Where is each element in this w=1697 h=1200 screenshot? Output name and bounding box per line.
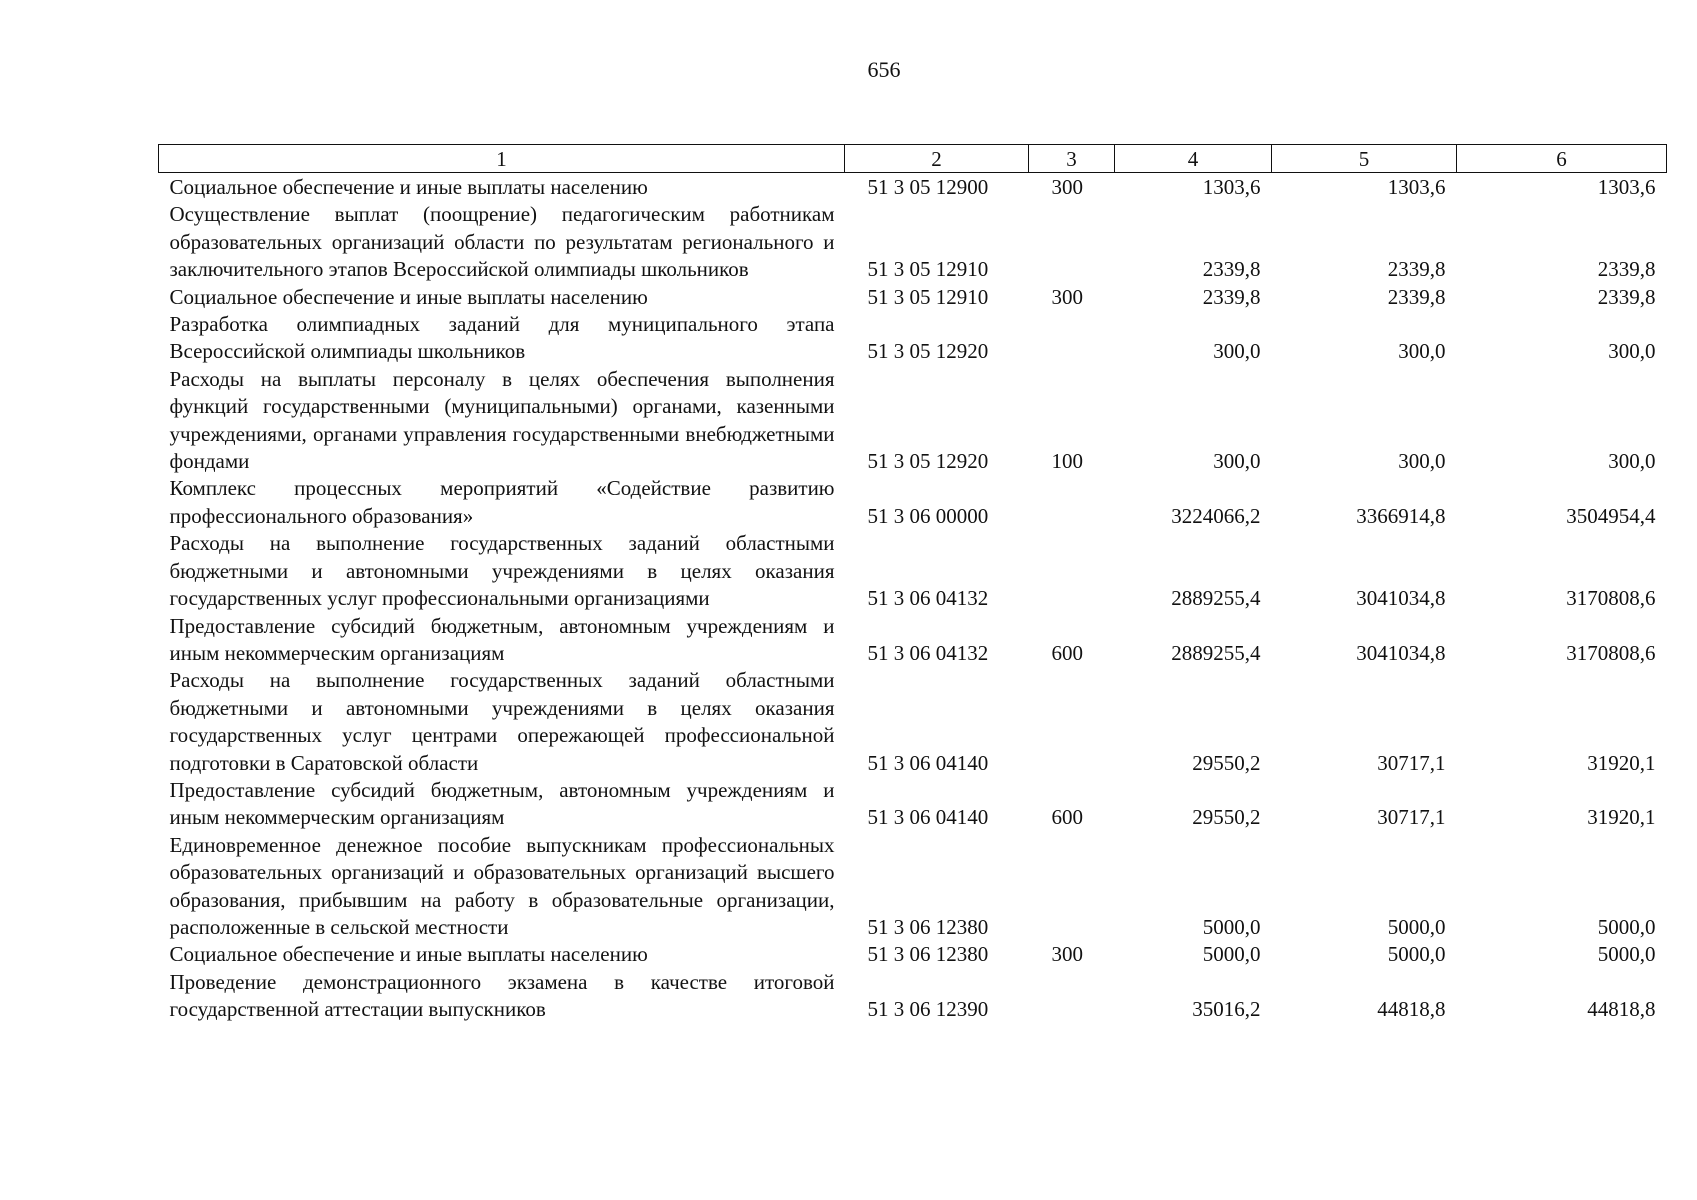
target-code: 51 3 06 04140 xyxy=(867,805,989,830)
amount-col-5: 1303,6 xyxy=(1387,175,1446,199)
item-name: Расходы на выполнение государственных заданий областными бюджетными и автономными учреждениями в целях оказания государственных услуг профессиональными организациями xyxy=(169,531,835,611)
column-header-5: 5 xyxy=(1272,145,1457,173)
expense-type xyxy=(1029,530,1115,612)
item-name: Предоставление субсидий бюджетным, автономным учреждениям и иным некоммерческим организациям xyxy=(169,777,835,830)
target-code: 51 3 06 12380 xyxy=(867,942,989,967)
amount-col-6: 1303,6 xyxy=(1597,175,1656,199)
expense-type: 100 xyxy=(1051,449,1083,474)
target-code: 51 3 06 12380 xyxy=(867,914,989,939)
amount-col-4: 300,0 xyxy=(1213,339,1261,364)
amount-col-6: 31920,1 xyxy=(1587,750,1656,775)
amount-col-4: 2339,8 xyxy=(1202,257,1261,282)
column-header-1: 1 xyxy=(159,145,845,173)
amount-col-4: 2889255,4 xyxy=(1171,640,1261,665)
expense-type xyxy=(1029,832,1115,942)
table-row xyxy=(159,475,1667,530)
amount-col-5: 300,0 xyxy=(1398,339,1446,364)
amount-col-5: 5000,0 xyxy=(1387,914,1446,939)
amount-col-5: 3041034,8 xyxy=(1356,586,1446,611)
budget-table xyxy=(158,144,1667,1024)
item-name: Предоставление субсидий бюджетным, автономным учреждениям и иным некоммерческим организациям xyxy=(169,613,835,665)
expense-type: 300 xyxy=(1051,942,1083,967)
expense-type xyxy=(1029,667,1115,777)
amount-col-5: 5000,0 xyxy=(1387,942,1446,967)
target-code: 51 3 05 12920 xyxy=(867,339,989,364)
target-code: 51 3 05 12920 xyxy=(867,449,989,474)
table-body xyxy=(159,173,1667,1024)
table-row xyxy=(159,777,1667,832)
amount-col-4: 5000,0 xyxy=(1202,942,1261,967)
amount-col-5: 2339,8 xyxy=(1387,257,1446,282)
amount-col-4: 3224066,2 xyxy=(1171,503,1261,528)
target-code: 51 3 06 04132 xyxy=(867,586,989,611)
amount-col-4: 35016,2 xyxy=(1192,997,1261,1022)
target-code: 51 3 06 12390 xyxy=(867,997,989,1022)
table-row xyxy=(159,667,1667,777)
column-header-3: 3 xyxy=(1029,145,1115,173)
expense-type: 300 xyxy=(1051,175,1083,199)
expense-type xyxy=(1029,201,1115,283)
item-name: Расходы на выполнение государственных заданий областными бюджетными и автономными учреждениями в целях оказания государственных услуг центрами опережающей профессиональной подготовки в Саратовской области xyxy=(169,668,835,775)
amount-col-6: 3170808,6 xyxy=(1566,640,1656,665)
target-code: 51 3 06 04132 xyxy=(867,640,989,665)
item-name: Разработка олимпиадных заданий для муниципального этапа Всероссийской олимпиады школьников xyxy=(169,312,835,364)
table-row xyxy=(159,941,1667,968)
table-row xyxy=(159,969,1667,1024)
table-row xyxy=(159,311,1667,366)
table-row xyxy=(159,366,1667,476)
amount-col-6: 5000,0 xyxy=(1597,914,1656,939)
amount-col-4: 2339,8 xyxy=(1202,284,1261,309)
column-header-4: 4 xyxy=(1115,145,1272,173)
target-code: 51 3 05 12910 xyxy=(867,284,989,309)
amount-col-5: 44818,8 xyxy=(1377,997,1446,1022)
amount-col-5: 3041034,8 xyxy=(1356,640,1446,665)
amount-col-6: 5000,0 xyxy=(1597,942,1656,967)
item-name: Социальное обеспечение и иные выплаты населению xyxy=(169,175,648,199)
amount-col-4: 29550,2 xyxy=(1192,750,1261,775)
amount-col-6: 300,0 xyxy=(1608,339,1656,364)
expense-type xyxy=(1029,475,1115,530)
item-name: Социальное обеспечение и иные выплаты населению xyxy=(169,284,648,309)
page-number: 656 xyxy=(867,57,901,82)
expense-type xyxy=(1029,311,1115,366)
item-name: Расходы на выплаты персоналу в целях обеспечения выполнения функций государственными (муниципальными) органами, казенными учреждениями, органами управления государственными внебюджетными фондами xyxy=(169,366,835,474)
amount-col-6: 2339,8 xyxy=(1597,284,1656,309)
table-row xyxy=(159,530,1667,612)
amount-col-4: 2889255,4 xyxy=(1171,586,1261,611)
amount-col-6: 2339,8 xyxy=(1597,257,1656,282)
table-row xyxy=(159,284,1667,311)
item-name: Социальное обеспечение и иные выплаты населению xyxy=(169,942,648,967)
amount-col-6: 31920,1 xyxy=(1587,805,1656,830)
amount-col-5: 300,0 xyxy=(1398,449,1446,474)
column-header-6: 6 xyxy=(1457,145,1667,173)
target-code: 51 3 06 04140 xyxy=(867,750,989,775)
amount-col-4: 5000,0 xyxy=(1202,914,1261,939)
amount-col-5: 3366914,8 xyxy=(1356,503,1446,528)
amount-col-5: 30717,1 xyxy=(1377,750,1446,775)
table-row xyxy=(159,832,1667,942)
table-row xyxy=(159,613,1667,668)
table-row xyxy=(159,201,1667,283)
header-row xyxy=(159,145,1667,173)
item-name: Единовременное денежное пособие выпускникам профессиональных образовательных организаций и образовательных организаций высшего образования, прибывшим на работу в образовательные организации, расположенные в сельской местности xyxy=(169,832,835,939)
amount-col-4: 1303,6 xyxy=(1202,175,1261,199)
column-header-2: 2 xyxy=(845,145,1029,173)
item-name: Комплекс процессных мероприятий «Содействие развитию профессионального образования» xyxy=(169,476,835,528)
expense-type: 300 xyxy=(1051,284,1083,309)
amount-col-6: 44818,8 xyxy=(1587,997,1656,1022)
amount-col-5: 2339,8 xyxy=(1387,284,1446,309)
amount-col-6: 3504954,4 xyxy=(1566,503,1656,528)
amount-col-6: 3170808,6 xyxy=(1566,586,1656,611)
expense-type: 600 xyxy=(1051,640,1083,665)
target-code: 51 3 05 12910 xyxy=(867,257,989,282)
target-code: 51 3 06 00000 xyxy=(867,503,989,528)
item-name: Осуществление выплат (поощрение) педагогическим работникам образовательных организаций области по результатам регионального и заключительного этапов Всероссийской олимпиады школьников xyxy=(169,202,835,282)
item-name: Проведение демонстрационного экзамена в качестве итоговой государственной аттестации выпускников xyxy=(169,969,835,1022)
amount-col-5: 30717,1 xyxy=(1377,805,1446,830)
expense-type xyxy=(1029,969,1115,1024)
expense-type: 600 xyxy=(1051,805,1083,830)
amount-col-4: 300,0 xyxy=(1213,449,1261,474)
table-row xyxy=(159,173,1667,202)
amount-col-6: 300,0 xyxy=(1608,449,1656,474)
amount-col-4: 29550,2 xyxy=(1192,805,1261,830)
target-code: 51 3 05 12900 xyxy=(867,175,989,199)
